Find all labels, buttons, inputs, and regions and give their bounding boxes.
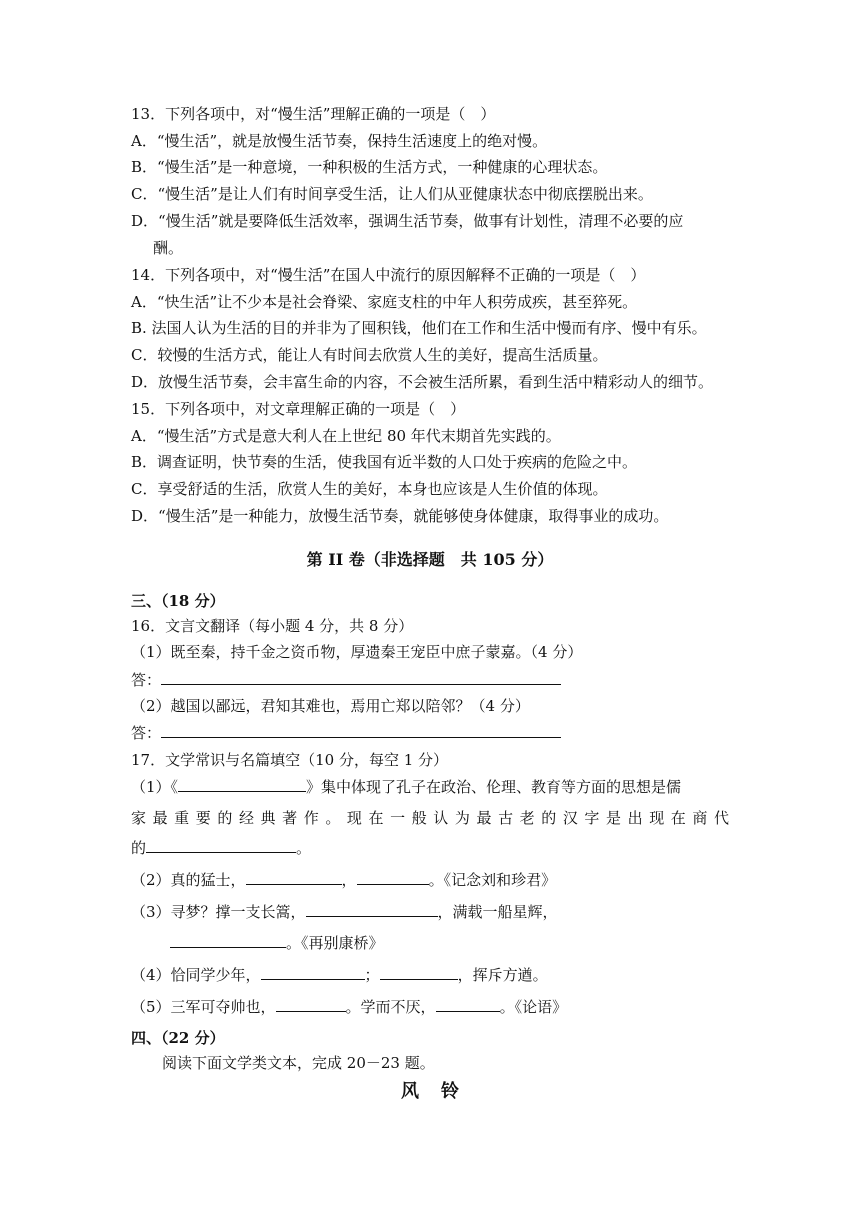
q16-answer2 <box>131 723 561 743</box>
answer-label: 答： <box>131 724 162 742</box>
answer-blank[interactable] <box>161 670 561 685</box>
q13-option-d: D．“慢生活”就是要降低生活效率，强调生活节奏，做事有计划性，清理不必要的应 <box>131 212 684 230</box>
q14-option-b: B. 法国人认为生活的目的并非为了囤积钱，他们在工作和生活中慢而有序、慢中有乐。 <box>131 319 707 337</box>
fill-blank[interactable] <box>380 965 458 980</box>
fill-blank[interactable] <box>246 870 342 885</box>
answer-blank[interactable] <box>161 723 561 738</box>
q17-item4-suffix: ，挥斥方遒。 <box>457 966 548 984</box>
fill-blank[interactable] <box>170 933 286 948</box>
q15-option-a: A．“慢生活”方式是意大利人在上世纪 80 年代末期首先实践的。 <box>131 427 561 445</box>
q13-option-b: B．“慢生活”是一种意境，一种积极的生活方式，一种健康的心理状态。 <box>131 158 608 176</box>
answer-label: 答： <box>131 671 162 689</box>
fill-blank[interactable] <box>306 902 438 917</box>
q17-item3-prefix: （3）寻梦？撑一支长篙， <box>131 903 306 921</box>
q17-item4-prefix: （4）恰同学少年， <box>131 966 261 984</box>
q16-answer1 <box>131 670 561 690</box>
q17-item5 <box>131 997 567 1017</box>
q13-option-c: C．“慢生活”是让人们有时间享受生活，让人们从亚健康状态中彻底摆脱出来。 <box>131 185 653 203</box>
fill-blank[interactable] <box>357 870 429 885</box>
section3-header: 三、（18 分） <box>131 592 225 610</box>
q15-stem: 15．下列各项中，对文章理解正确的一项是（ ） <box>131 400 466 418</box>
q17-item2-suffix: 。《记念刘和珍君》 <box>428 871 557 889</box>
q17-item1 <box>131 777 681 797</box>
q17-item4 <box>131 965 548 985</box>
section4-intro: 阅读下面文学类文本，完成 20－23 题。 <box>162 1054 435 1072</box>
q17-item1-prefix: （1）《 <box>131 778 179 796</box>
q17-item4-semicolon: ； <box>364 966 380 984</box>
q17-item1-line3 <box>131 838 311 858</box>
q14-option-d: D．放慢生活节奏，会丰富生命的内容，不会被生活所累，看到生活中精彩动人的细节。 <box>131 373 714 391</box>
q17-item5-prefix: （5）三军可夺帅也， <box>131 998 276 1016</box>
q17-item5-suffix: 。《论语》 <box>499 998 568 1016</box>
q15-option-c: C．享受舒适的生活，欣赏人生的美好，本身也应该是人生价值的体现。 <box>131 480 608 498</box>
fill-blank[interactable] <box>261 965 365 980</box>
q15-option-b: B．调查证明，快节奏的生活，使我国有近半数的人口处于疾病的危险之中。 <box>131 453 638 471</box>
story-title: 风铃 <box>401 1081 481 1102</box>
part2-title: 第 II 卷（非选择题 共 105 分） <box>306 550 554 569</box>
q17-item5-middle: 。学而不厌， <box>345 998 436 1016</box>
q17-item3-line2 <box>170 933 384 953</box>
q16-item1: （1）既至秦，持千金之资币物，厚遗秦王宠臣中庶子蒙嘉。（4 分） <box>131 643 583 661</box>
q17-item1-line2: 家最重要的经典著作。现在一般认为最古老的汉字是出现在商代 <box>131 809 729 827</box>
q15-option-d: D．“慢生活”是一种能力，放慢生活节奏，就能够使身体健康，取得事业的成功。 <box>131 507 669 525</box>
fill-blank[interactable] <box>276 997 346 1012</box>
q17-item3-suffix: 。《再别康桥》 <box>286 934 384 952</box>
q17-item1-line3-prefix: 的 <box>131 839 147 857</box>
fill-blank[interactable] <box>146 838 296 853</box>
fill-blank[interactable] <box>436 997 500 1012</box>
q17-item3-middle: ，满载一船星辉， <box>437 903 558 921</box>
q17-item3 <box>131 902 558 922</box>
fill-blank[interactable] <box>178 777 306 792</box>
q16-stem: 16．文言文翻译（每小题 4 分，共 8 分） <box>131 617 414 635</box>
q17-item1-suffix: 》集中体现了孔子在政治、伦理、教育等方面的思想是儒 <box>306 778 682 796</box>
q13-stem: 13．下列各项中，对“慢生活”理解正确的一项是（ ） <box>131 105 496 123</box>
section4-header: 四、（22 分） <box>131 1029 225 1047</box>
q17-item2-prefix: （2）真的猛士， <box>131 871 246 889</box>
q17-item2 <box>131 870 556 890</box>
q14-option-a: A．“快生活”让不少本是社会脊梁、家庭支柱的中年人积劳成疾，甚至猝死。 <box>131 293 638 311</box>
q17-stem: 17．文学常识与名篇填空（10 分，每空 1 分） <box>131 751 449 769</box>
q13-option-d-cont: 酬。 <box>153 239 184 257</box>
q17-item2-comma: ， <box>341 871 357 889</box>
q14-stem: 14．下列各项中，对“慢生活”在国人中流行的原因解释不正确的一项是（ ） <box>131 266 646 284</box>
q16-item2: （2）越国以鄙远，君知其难也，焉用亡郑以陪邻？（4 分） <box>131 697 530 715</box>
q14-option-c: C．较慢的生活方式，能让人有时间去欣赏人生的美好，提高生活质量。 <box>131 346 608 364</box>
q17-item1-line3-suffix: 。 <box>296 839 312 857</box>
q13-option-a: A．“慢生活”，就是放慢生活节奏，保持生活速度上的绝对慢。 <box>131 132 548 150</box>
